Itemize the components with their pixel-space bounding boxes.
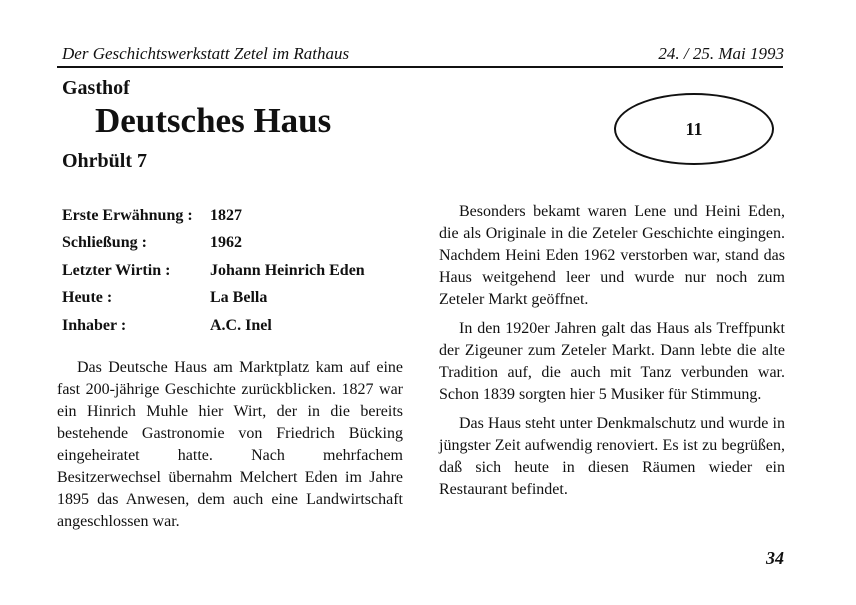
body-paragraph: Das Deutsche Haus am Marktplatz kam auf eine fast 200-jährige Geschichte zurückblicken. 1827 war ein Hinrich Muhle hier Wirt, der in die bereits bestehende Gastronomie von Friedrich Bücking eingeheiratet hatte. Nach mehrfachem Besitzerwechsel übernahm Melchert Eden im Jahre 1895 das Anwesen, dem auch eine Landwirtschaft angeschlossen war.	[57, 359, 403, 530]
fact-label: Erste Erwähnung :	[62, 206, 193, 224]
right-text-column	[439, 201, 785, 501]
fact-value: Johann Heinrich Eden	[210, 261, 365, 279]
body-paragraph: Das Haus steht unter Denkmalschutz und wurde in jüngster Zeit aufwendig renoviert. Es ist zu begrüßen, daß sich heute in diesen Räumen wieder ein Restaurant befindet.	[439, 415, 785, 498]
body-paragraph: In den 1920er Jahren galt das Haus als Treffpunkt der Zigeuner zum Zeteler Markt. Dann lebte die alte Tradition auf, die auch mit Tanz verbunden war. Schon 1839 sorgten hier 5 Musiker für Stimmung.	[439, 320, 785, 403]
heading-kicker: Gasthof	[62, 77, 130, 99]
header-rule	[57, 66, 783, 68]
badge-number: 11	[685, 118, 703, 139]
fact-label: Letzter Wirtin :	[62, 261, 171, 279]
number-oval-badge	[614, 93, 774, 165]
address-subtitle: Ohrbült 7	[62, 150, 148, 172]
fact-row	[62, 230, 365, 258]
fact-label: Heute :	[62, 289, 113, 307]
fact-value: A.C. Inel	[210, 316, 272, 334]
page-title: Deutsches Haus	[95, 101, 332, 140]
fact-row	[62, 285, 365, 313]
fact-label: Schließung :	[62, 234, 147, 252]
fact-row	[62, 202, 365, 230]
body-paragraph: Besonders bekamt waren Lene und Heini Eden, die als Originale in die Zeteler Geschichte eingingen. Nachdem Heini Eden 1962 verstorben war, stand das Haus weitgehend leer und wurde nur noch zum Zeteler Markt geöffnet.	[439, 203, 785, 308]
fact-row	[62, 312, 365, 340]
fact-value: 1962	[210, 234, 242, 252]
page-number: 34	[766, 548, 784, 568]
running-header-date: 24. / 25. Mai 1993	[658, 44, 784, 63]
facts-list	[62, 202, 365, 340]
fact-label: Inhaber :	[62, 316, 127, 334]
running-header-title: Der Geschichtswerkstatt Zetel im Rathaus	[62, 44, 350, 63]
fact-value: 1827	[210, 206, 242, 224]
left-text-column	[57, 357, 403, 533]
fact-value: La Bella	[210, 289, 268, 307]
fact-row	[62, 257, 365, 285]
